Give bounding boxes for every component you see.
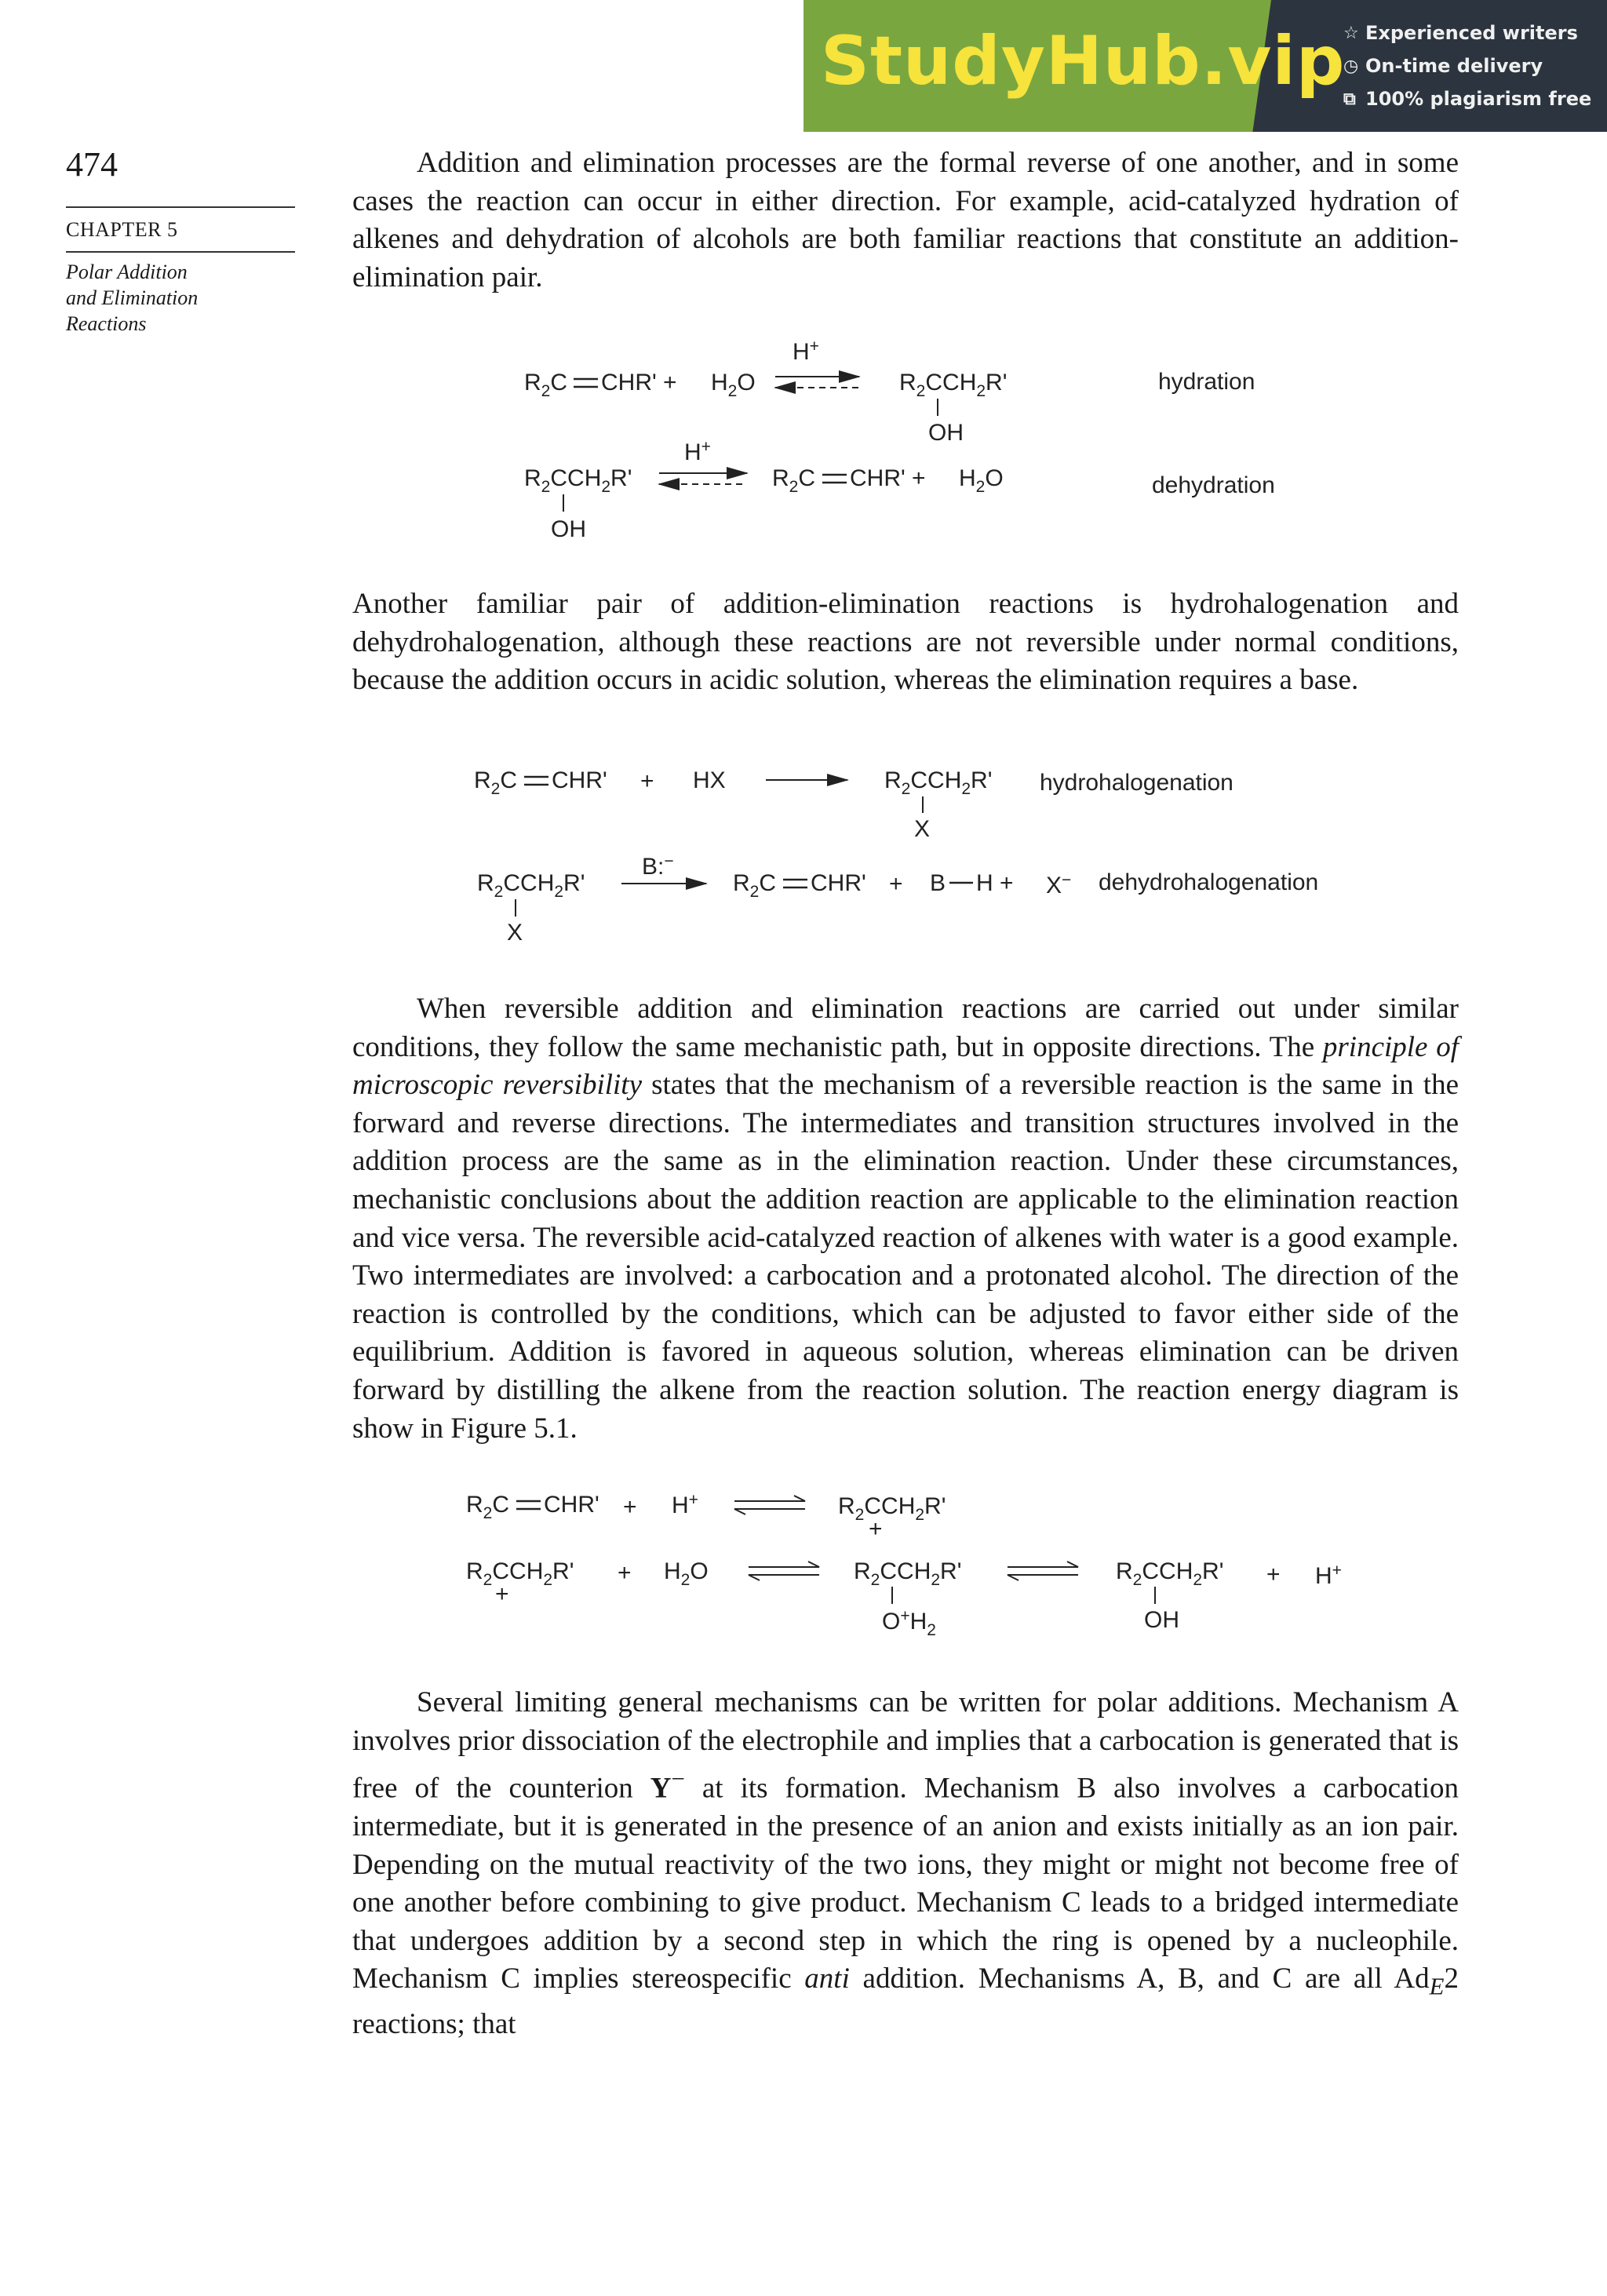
banner-feature: ◷ On-time delivery (1343, 55, 1543, 77)
svg-text:X−: X− (1046, 871, 1072, 898)
studyhub-logo[interactable]: StudyHub.vip (821, 22, 1346, 100)
svg-text:CHR': CHR' (544, 1492, 599, 1518)
svg-text:O+H2: $O^+H_2$ (882, 1607, 936, 1639)
svg-text:CHR' +: CHR' + (601, 370, 677, 395)
hydration-equation (524, 337, 1255, 446)
svg-text:H+: H+ (1315, 1562, 1342, 1589)
svg-text:R2CCH2R': $R_2CCH_2R'$ (466, 1558, 574, 1589)
svg-text:R2CCH2R': $R_2CCH_2R'$ (524, 465, 632, 496)
svg-text:H +: H + (976, 870, 1014, 896)
svg-text:CHR' +: CHR' + (850, 465, 926, 491)
svg-text:R2CCH2R': $R_2CCH_2R'$ (884, 767, 993, 798)
base-label: B:− (642, 852, 674, 880)
hydration-mechanism (466, 1558, 1342, 1639)
hydration-label: hydration (1158, 369, 1255, 395)
svg-text:H+: H+ (684, 438, 711, 465)
paragraph: Another familiar pair of addition-elimination reactions is hydrohalogenation and dehydrohalogenation, although these reactions are not reversible under normal conditions, because the addition occurs in acidic solution, whereas the elimination requires a base. (352, 588, 1459, 697)
svg-text:H2O: $H_2O$ (711, 370, 756, 400)
svg-text:R2C: $R_2C$ (733, 870, 777, 901)
dehydration-label: dehydration (1152, 472, 1275, 498)
svg-text:+: + (640, 768, 654, 794)
svg-text:H+: H+ (672, 1491, 698, 1518)
svg-text:R2CCH2R': $R_2CCH_2R'$ (838, 1493, 946, 1524)
svg-text:R2CCH2R': $R_2CCH_2R'$ (899, 370, 1008, 400)
svg-text:+: + (495, 1581, 509, 1607)
svg-text:+: + (889, 871, 903, 897)
svg-text:R2C: $R_2C$ (466, 1492, 510, 1522)
proton-label: H+ (793, 337, 819, 365)
svg-text:OH: OH (1144, 1607, 1179, 1633)
document-icon: ⧉ (1343, 89, 1356, 109)
hydrohalogenation-label: hydrohalogenation (1040, 770, 1233, 796)
dehydrohalogenation-equation (477, 852, 1318, 946)
svg-text:OH: OH (928, 420, 964, 446)
svg-text:R2CCH2R': $R_2CCH_2R'$ (1116, 1558, 1224, 1589)
svg-text:R2C: $R_2C$ (474, 767, 518, 798)
svg-text:R2CCH2R': $R_2CCH_2R'$ (854, 1558, 962, 1589)
svg-text:H2O: $H_2O$ (959, 465, 1004, 496)
svg-text:X: X (914, 816, 931, 842)
paragraph: Several limiting general mechanisms can be written for polar additions. Mechanism A involves prior dissociation of the electrophile and implies that a carbocation is generated that is free of the counterion Y− at its formation. Mechanism B also involves a carbocation intermediate, but it is generated in the presence of an anion and exists initially as an ion pair. Depending on the mutual reactivity of the two ions, they might or might not become free of one another before combining to give product. Mechanism C leads to a bridged intermediate that undergoes addition by a second step in which the ring is opened by a nucleophile. Mechanism C implies stereospecific anti addition. Mechanisms A, B, and C are all $Ad_E2$ reactions; that (352, 1686, 1459, 2041)
star-icon: ☆ (1343, 23, 1359, 43)
paragraph: Addition and elimination processes are the formal reverse of one another, and in some cases the reaction can occur in either direction. For example, acid-catalyzed hydration of alkenes and dehydration of alcohols are both familiar reactions that constitute an addition-elimination pair. (352, 147, 1459, 293)
svg-text:X: X (507, 920, 523, 946)
svg-text:R2C: $R_2C$ (772, 465, 816, 496)
clock-icon: ◷ (1343, 56, 1359, 76)
svg-text:CHR': CHR' (811, 870, 866, 896)
section-title: Polar Addition and Elimination Reactions (66, 261, 199, 335)
svg-text:+: + (869, 1516, 883, 1542)
chapter-label: CHAPTER 5 (66, 218, 178, 241)
svg-text:+: + (618, 1560, 632, 1586)
svg-text:+: + (1266, 1562, 1281, 1587)
svg-text:+: + (623, 1494, 637, 1520)
svg-text:CHR': CHR' (552, 767, 607, 793)
page-number: 474 (66, 145, 118, 184)
svg-text:B: B (930, 870, 946, 896)
banner-feature: ⧉ 100% plagiarism free (1343, 88, 1592, 110)
hydrohalogenation-equation (474, 767, 1233, 842)
svg-text:OH: OH (551, 516, 586, 542)
banner-feature: ☆ Experienced writers (1343, 22, 1578, 44)
dehydration-equation (524, 438, 1275, 542)
dehydrohalogenation-label: dehydrohalogenation (1099, 869, 1319, 895)
svg-text:R2CCH2R': $R_2CCH_2R'$ (477, 870, 585, 901)
svg-text:HX: HX (693, 767, 726, 793)
paragraph: When reversible addition and elimination reactions are carried out under similar conditions, they follow the same mechanistic path, but in opposite directions. The principle of microscopic reversibility states that the mechanism of a reversible reaction is the same in the forward and reverse directions. The intermediates and transition structures involved in the addition process are the same as in the elimination reaction. Under these circumstances, mechanistic conclusions about the addition reaction are applicable to the elimination reaction and vice versa. The reversible acid-catalyzed reaction of alkenes with water is a good example. Two intermediates are involved: a carbocation and a protonated alcohol. The direction of the reaction is controlled by the conditions, which can be adjusted to favor either side of the equilibrium. Addition is favored in aqueous solution, whereas elimination can be driven forward by distilling the alkene from the reaction solution. The reaction energy diagram is show in Figure 5.1. (352, 993, 1459, 1445)
svg-text:R2C: $R_2C$ (524, 370, 568, 400)
svg-text:H2O: $H_2O$ (664, 1558, 709, 1589)
protonation-equilibrium (466, 1491, 946, 1542)
